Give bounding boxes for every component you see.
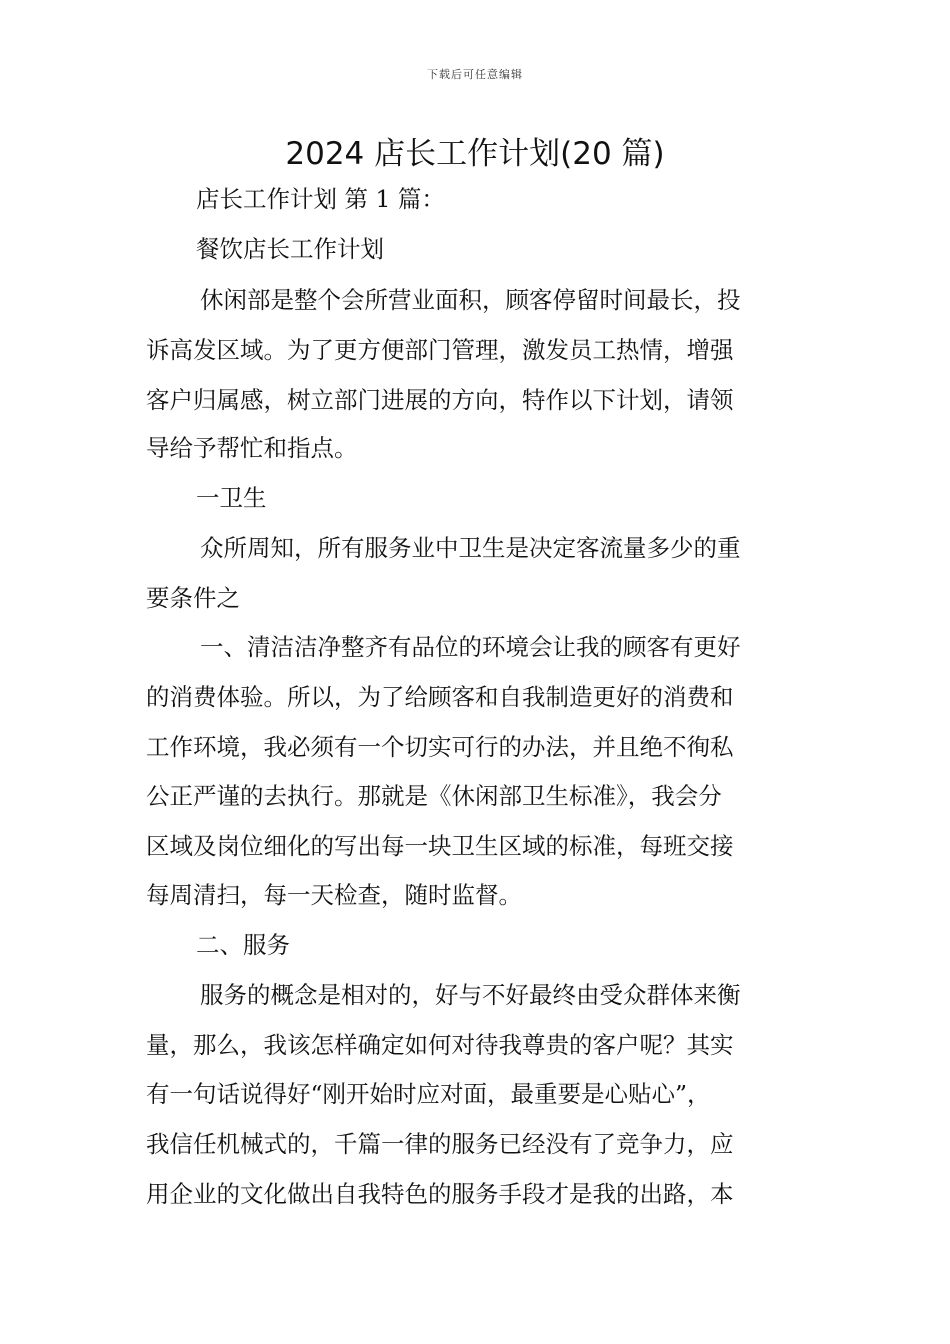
paragraph-line: 诉高发区域。为了更方便部门管理，激发员工热情，增强	[146, 336, 734, 364]
subtitle-heading: 餐饮店长工作计划	[196, 235, 384, 263]
paragraph-line: 服务的概念是相对的，好与不好最终由受众群体来衡	[200, 981, 741, 1009]
paragraph-line: 我信任机械式的，千篇一律的服务已经没有了竞争力，应	[146, 1130, 734, 1158]
paragraph-line: 的消费体验。所以，为了给顾客和自我制造更好的消费和	[146, 683, 734, 711]
paragraph-line: 客户归属感，树立部门进展的方向，特作以下计划，请领	[146, 386, 734, 414]
paragraph-line: 工作环境，我必须有一个切实可行的办法，并且绝不徇私	[146, 733, 734, 761]
paragraph-line: 休闲部是整个会所营业面积，顾客停留时间最长，投	[200, 286, 741, 314]
paragraph-line: 要条件之	[146, 584, 240, 612]
paragraph-line: 有一句话说得好“刚开始时应对面，最重要是心贴心”，	[146, 1080, 711, 1108]
header-note: 下载后可任意编辑	[427, 68, 523, 81]
document-title: 2024 店长工作计划(20 篇)	[285, 136, 665, 172]
paragraph-line: 众所周知，所有服务业中卫生是决定客流量多少的重	[200, 534, 741, 562]
paragraph-line: 用企业的文化做出自我特色的服务手段才是我的出路，本	[146, 1180, 734, 1208]
section-heading-1: 店长工作计划 第 1 篇：	[196, 185, 445, 213]
paragraph-line: 公正严谨的去执行。那就是《休闲部卫生标准》，我会分	[146, 782, 722, 810]
section-heading-hygiene: 一卫生	[196, 484, 267, 512]
paragraph-line: 导给予帮忙和指点。	[146, 434, 358, 462]
section-heading-service: 二、服务	[196, 931, 290, 959]
paragraph-line: 一、清洁洁净整齐有品位的环境会让我的顾客有更好	[200, 633, 741, 661]
paragraph-line: 量，那么，我该怎样确定如何对待我尊贵的客户呢？其实	[146, 1031, 734, 1059]
paragraph-line: 区域及岗位细化的写出每一块卫生区域的标准，每班交接	[146, 832, 734, 860]
paragraph-line: 每周清扫，每一天检查，随时监督。	[146, 881, 522, 909]
